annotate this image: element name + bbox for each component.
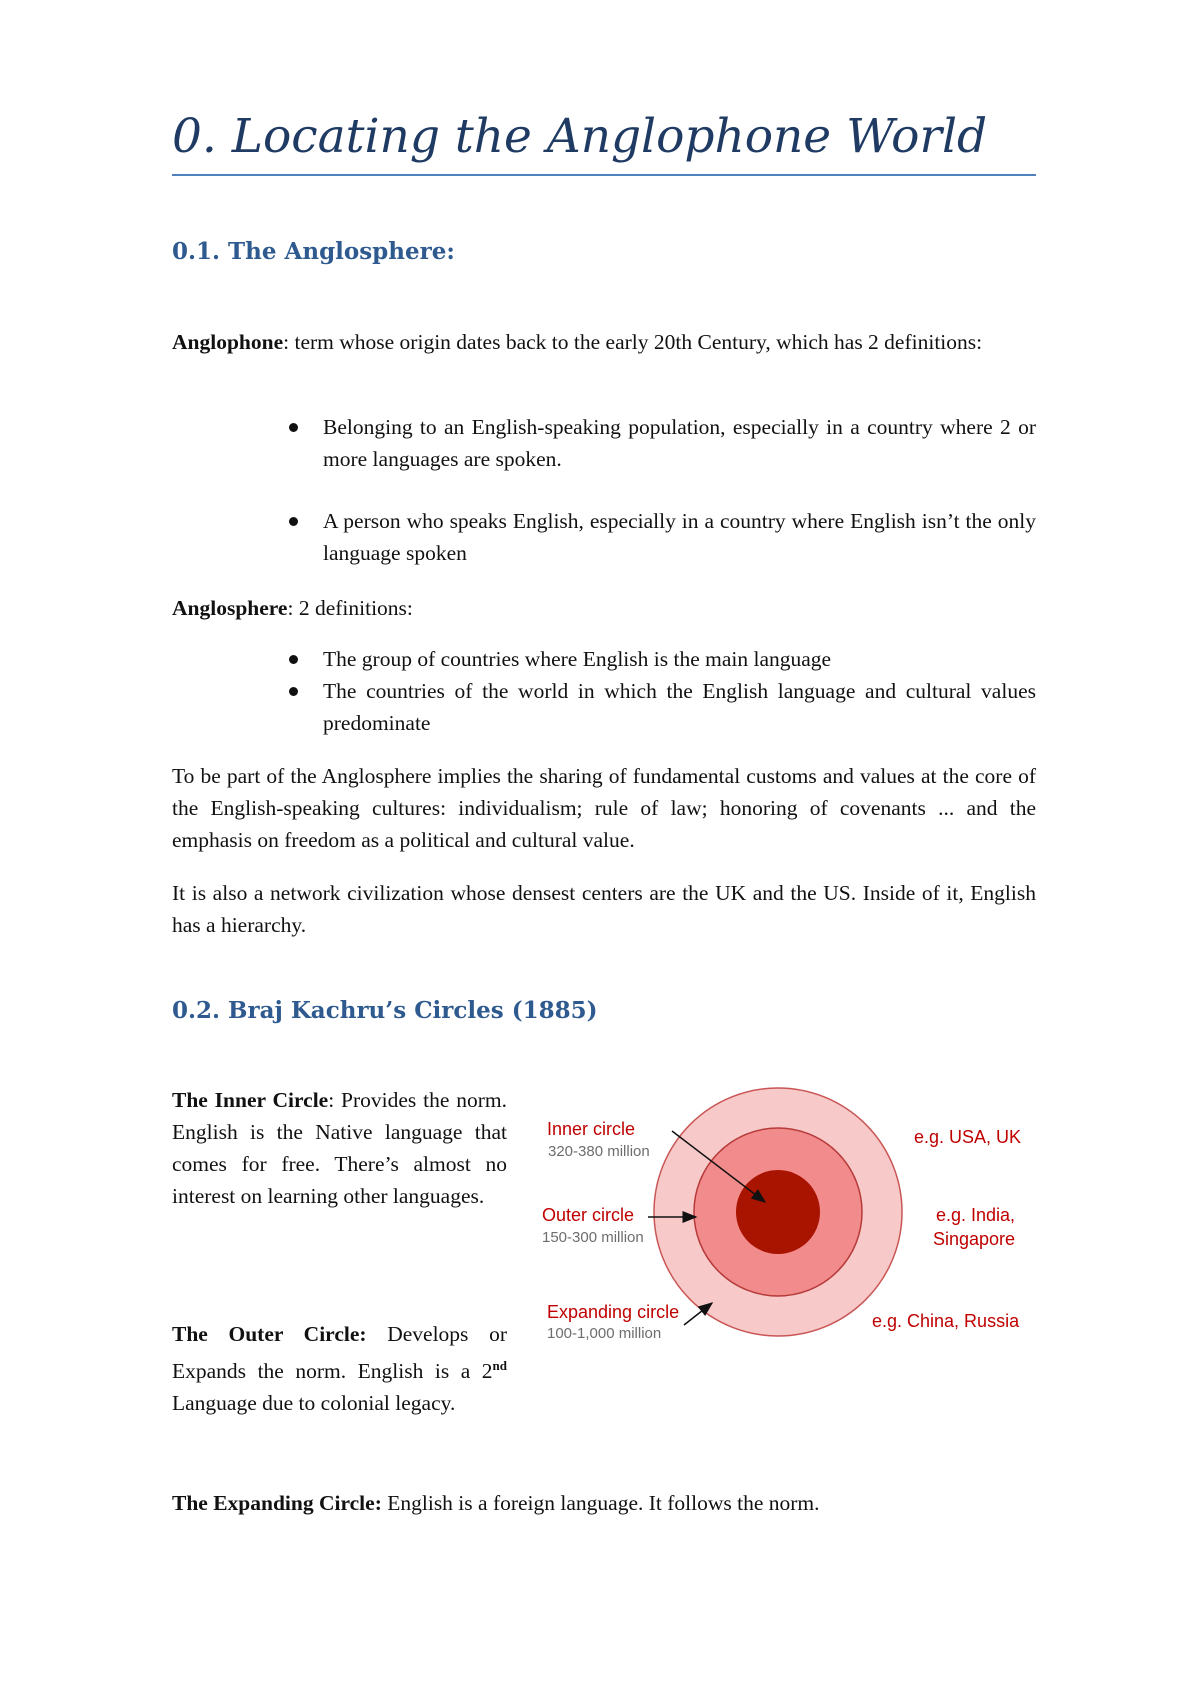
anglophone-text: : term whose origin dates back to the early 20th Century, which has 2 definitions: (283, 330, 983, 354)
expanding-circle-text: The Expanding Circle: English is a foreign language. It follows the norm. (172, 1491, 820, 1515)
list-item: The countries of the world in which the English language and cultural values predominate (323, 675, 1036, 739)
anglosphere-text: : 2 definitions: (287, 596, 413, 620)
outer-circle-term: The Outer Circle: (172, 1322, 367, 1346)
inner-circle-label: Inner circle (547, 1119, 636, 1139)
anglosphere-paragraph-2: It is also a network civilization whose densest centers are the UK and the US. Inside of it, English has a hierarchy. (172, 881, 1036, 937)
anglophone-term: Anglophone (172, 330, 284, 354)
list-item: The group of countries where English is the main language (323, 643, 1036, 675)
inner-circle-example: e.g. USA, UK (914, 1127, 1022, 1147)
expanding-circle-count: 100-1,000 million (547, 1325, 662, 1342)
expanding-circle-term: The Expanding Circle: (172, 1491, 382, 1515)
list-item: Belonging to an English-speaking population, especially in a country where 2 or more languages are spoken. (323, 411, 1036, 475)
inner-circle-text: The Inner Circle: Provides the norm. English is the Native language that comes for free. There’s almost no interest on learning other languages. (172, 1088, 507, 1208)
anglosphere-term: Anglosphere (172, 596, 288, 620)
list-item: A person who speaks English, especially in a country where English isn’t the only language spoken (323, 505, 1036, 569)
outer-circle-example-line-1: e.g. India, (936, 1205, 1016, 1225)
anglosphere-paragraph-1: To be part of the Anglosphere implies the sharing of fundamental customs and values at the core of the English-speaking cultures: individualism; rule of law; honoring of covenants ... and the emphasis on freedom as a political and cultural value. (172, 764, 1036, 852)
inner-circle-term: The Inner Circle (172, 1088, 329, 1112)
section-heading-kachru: 0.2. Braj Kachru’s Circles (1885) (172, 997, 598, 1024)
page-title: 0. Locating the Anglophone World (172, 110, 1036, 176)
outer-circle-text: The Outer Circle: Develops or Expands the norm. English is a 2nd Language due to colonial legacy. (172, 1322, 507, 1416)
expanding-circle-example: e.g. China, Russia (872, 1311, 1020, 1331)
outer-circle-label: Outer circle (542, 1205, 635, 1225)
outer-circle-count: 150-300 million (542, 1229, 644, 1246)
expanding-circle-label: Expanding circle (547, 1302, 680, 1322)
section-heading-anglosphere: 0.1. The Anglosphere: (172, 238, 455, 265)
inner-circle-core (736, 1170, 820, 1254)
inner-circle-count: 320-380 million (548, 1143, 650, 1160)
outer-circle-example-line-2: Singapore (933, 1229, 1016, 1249)
